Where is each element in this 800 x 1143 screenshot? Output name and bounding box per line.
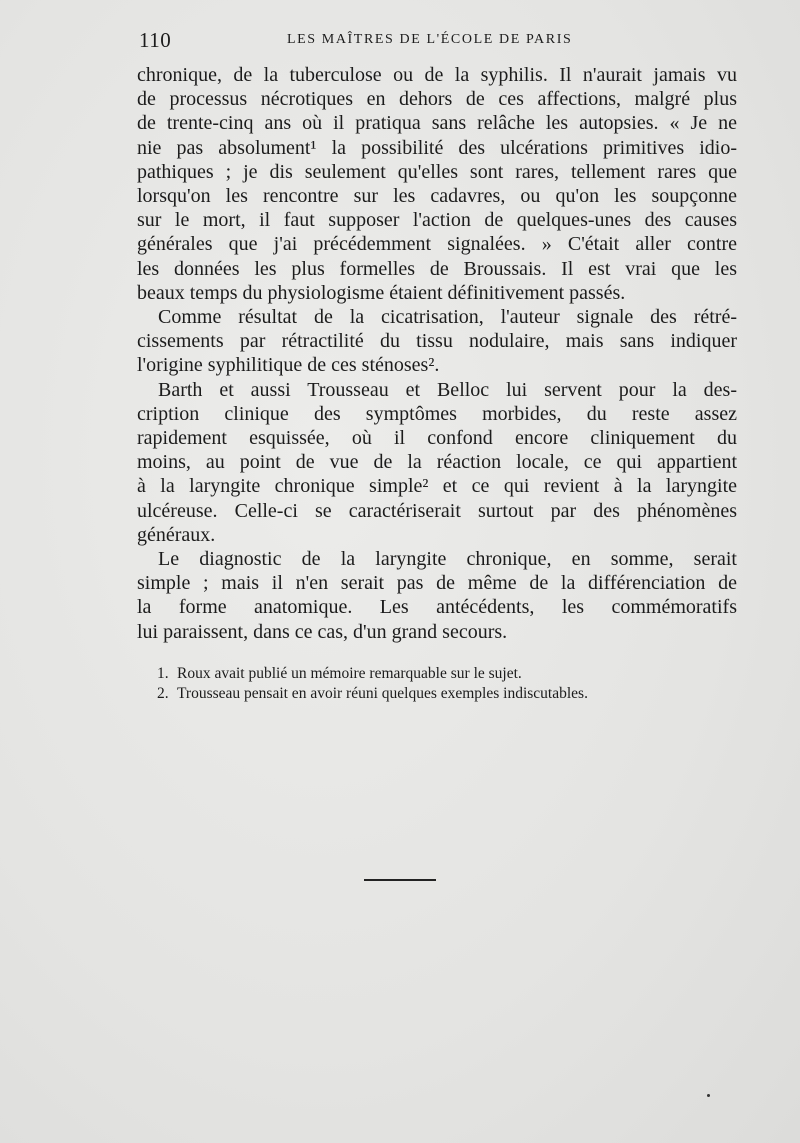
text-line: sur le mort, il faut supposer l'action de quelques-unes des causes [137, 209, 737, 232]
text-line: rapidement esquissée, où il confond encore cliniquement du [137, 427, 737, 450]
text-line: de processus nécrotiques en dehors de ces affections, malgré plus [137, 88, 737, 111]
text-line: l'origine syphilitique de ces sténoses². [137, 354, 440, 377]
text-line: chronique, de la tuberculose ou de la syphilis. Il n'aurait jamais vu [137, 64, 737, 86]
text-line: la forme anatomique. Les antécédents, les commémoratifs [137, 596, 737, 619]
text-line: simple ; mais il n'en serait pas de même de la différenciation de [137, 572, 737, 595]
text-line: pathiques ; je dis seulement qu'elles sont rares, tellement rares que [137, 160, 737, 183]
page-number: 110 [139, 28, 172, 52]
text-line: Comme résultat de la cicatrisation, l'auteur signale des rétré- [158, 306, 737, 329]
footnotes [157, 664, 737, 704]
footnote-1 [157, 664, 737, 684]
running-title: LES MAÎTRES DE L'ÉCOLE DE PARIS [287, 32, 573, 47]
text-line: ulcéreuse. Celle-ci se caractériserait surtout par des phénomènes [137, 499, 737, 522]
end-rule [364, 879, 436, 881]
text-line: lorsqu'on les rencontre sur les cadavres, ou qu'on les soupçonne [137, 185, 737, 208]
footnote-text: Trousseau pensait en avoir réuni quelques exemples indiscutables. [177, 685, 588, 702]
footnote-2 [157, 684, 737, 704]
running-head [137, 28, 737, 52]
text-line: moins, au point de vue de la réaction locale, ce qui appartient [137, 451, 737, 474]
text-line: beaux temps du physiologisme étaient définitivement passés. [137, 281, 626, 304]
text-line: les données les plus formelles de Broussais. Il est vrai que les [137, 257, 737, 280]
text-line: Le diagnostic de la laryngite chronique, en somme, serait [158, 548, 737, 571]
paragraph-3 [137, 378, 737, 547]
text-line: générales que j'ai précédemment signalées. » C'était aller contre [137, 233, 737, 256]
footnote-number: 1. [157, 665, 169, 682]
text-line: lui paraissent, dans ce cas, d'un grand secours. [137, 620, 508, 643]
body-text [137, 63, 737, 644]
ink-speck [707, 1094, 710, 1097]
paragraph-4 [137, 547, 737, 644]
text-line: nie pas absolument¹ la possibilité des ulcérations primitives idio- [137, 136, 737, 159]
footnote-text: Roux avait publié un mémoire remarquable sur le sujet. [177, 665, 522, 682]
paragraph-1 [137, 63, 737, 305]
text-line: généraux. [137, 523, 216, 546]
footnote-number: 2. [157, 685, 169, 702]
text-line: de trente-cinq ans où il pratiqua sans relâche les autopsies. « Je ne [137, 112, 737, 135]
text-line: à la laryngite chronique simple² et ce qui revient à la laryngite [137, 475, 737, 498]
text-line: cissements par rétractilité du tissu nodulaire, mais sans indiquer [137, 330, 737, 353]
paragraph-2 [137, 305, 737, 378]
text-line: Barth et aussi Trousseau et Belloc lui servent pour la des- [158, 378, 737, 401]
text-line: cription clinique des symptômes morbides, du reste assez [137, 402, 737, 425]
